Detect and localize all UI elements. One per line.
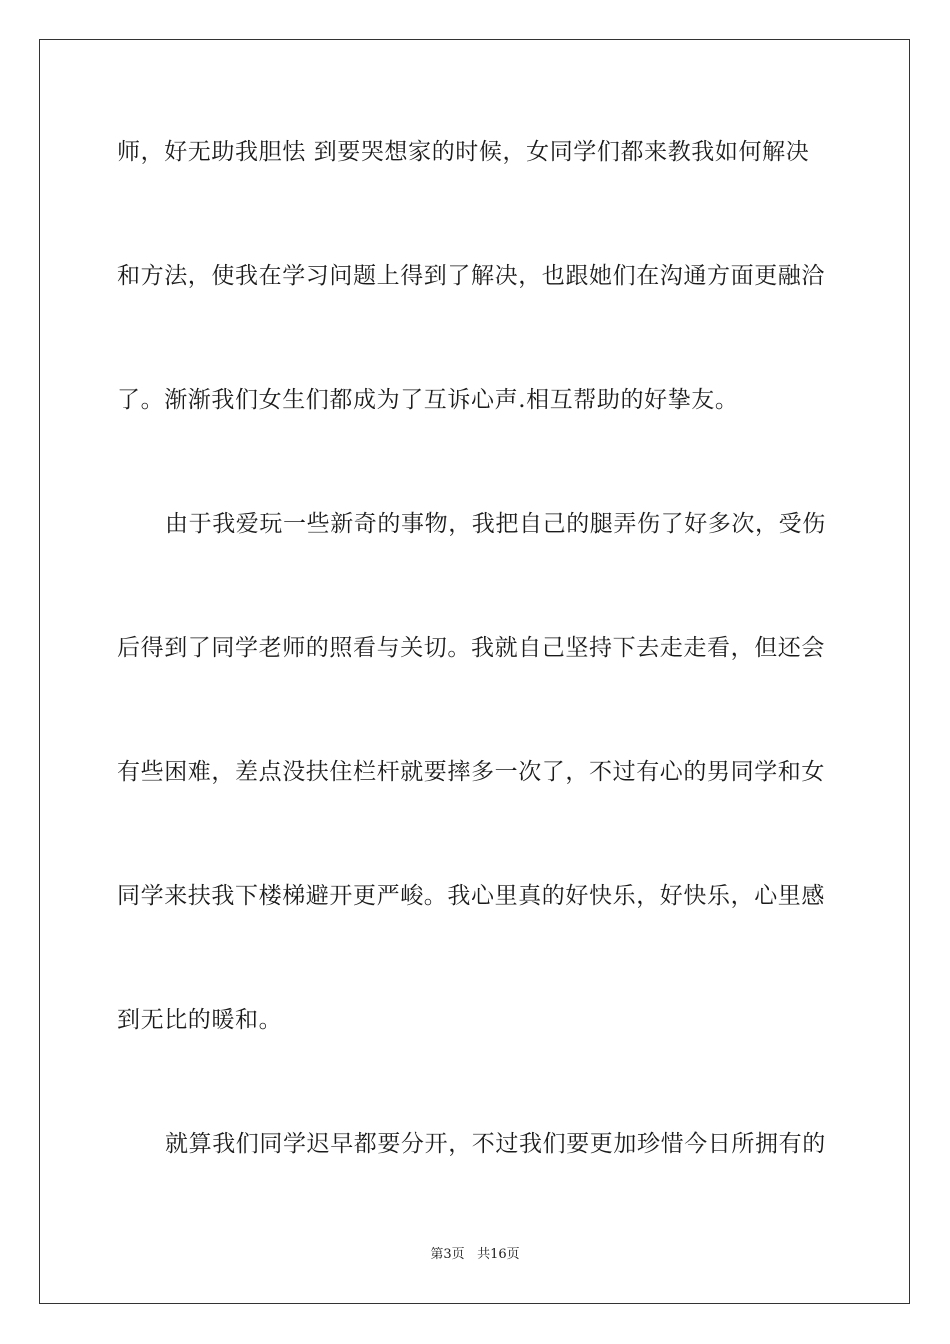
paragraph-line: 到无比的暖和。 (117, 1007, 283, 1033)
paragraph-line: 和方法，使我在学习问题上得到了解决，也跟她们在沟通方面更融洽 (117, 263, 825, 289)
page-border (39, 39, 910, 1304)
paragraph-line: 后得到了同学老师的照看与关切。我就自己坚持下去走走看，但还会 (117, 635, 825, 661)
paragraph-line: 就算我们同学迟早都要分开，不过我们要更加珍惜今日所拥有的 (165, 1131, 826, 1157)
page-total: 共16页 (477, 1247, 520, 1262)
page-footer (0, 1246, 950, 1264)
paragraph-line: 师，好无助我胆怯 到要哭想家的时候，女同学们都来教我如何解决 (117, 139, 810, 165)
paragraph-line: 同学来扶我下楼梯避开更严峻。我心里真的好快乐，好快乐，心里感 (117, 883, 825, 909)
paragraph-line: 了。渐渐我们女生们都成为了互诉心声.相互帮助的好挚友。 (117, 387, 739, 413)
paragraph-line: 由于我爱玩一些新奇的事物，我把自己的腿弄伤了好多次，受伤 (165, 511, 826, 537)
page-number: 第3页 (430, 1247, 465, 1262)
paragraph-line: 有些困难，差点没扶住栏杆就要摔多一次了，不过有心的男同学和女 (117, 759, 825, 785)
